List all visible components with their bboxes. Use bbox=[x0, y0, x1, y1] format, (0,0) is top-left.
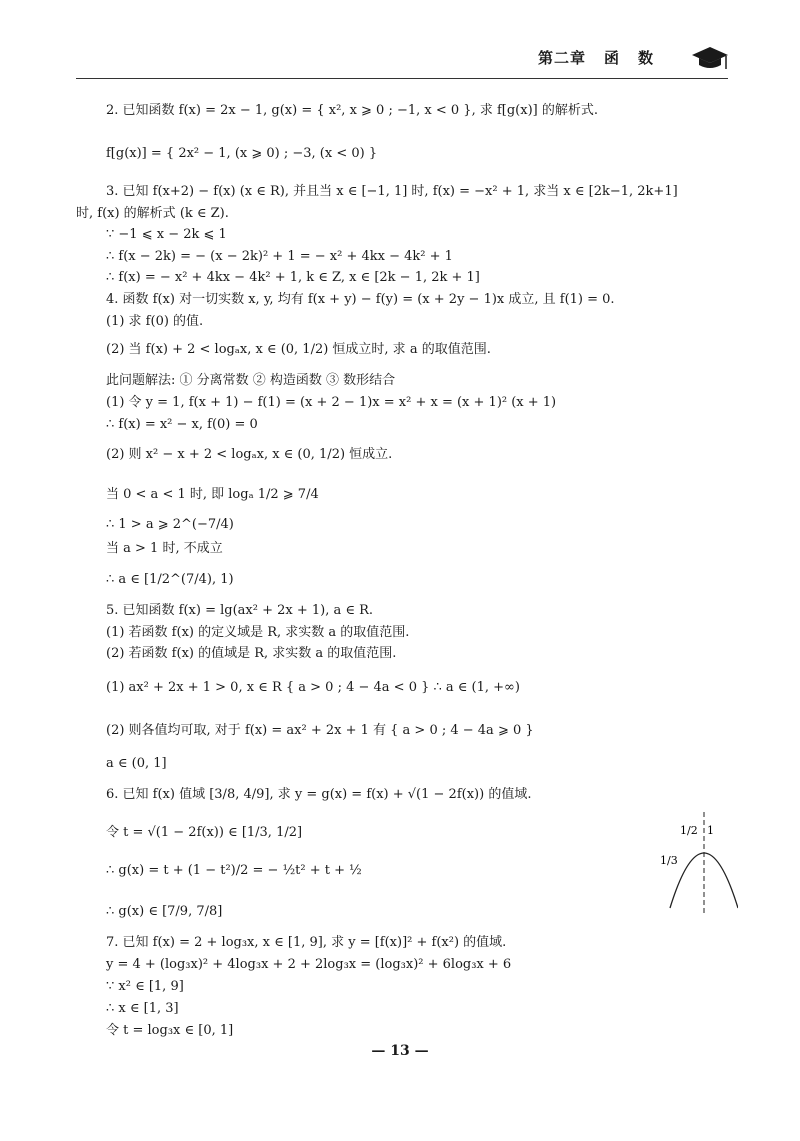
text-line-33: 令 t = log₃x ∈ [0, 1] bbox=[106, 1023, 234, 1038]
parabola-figure bbox=[658, 808, 738, 918]
problem-line-25: 6. 已知 f(x) 值域 [3/8, 4/9], 求 y = g(x) = f(x) + √(1 − 2f(x)) 的值域. bbox=[106, 787, 532, 802]
text-line-27: ∴ g(x) = t + (1 − t²)/2 = − ½t² + t + ½ bbox=[106, 863, 362, 878]
text-line-15: 当 0 < a < 1 时, 即 logₐ 1/2 ⩾ 7/4 bbox=[106, 487, 319, 502]
label-third: 1/3 bbox=[660, 854, 678, 867]
chapter-label: 第二章 bbox=[538, 49, 587, 67]
header-rule bbox=[76, 78, 728, 79]
text-line-30: y = 4 + (log₃x)² + 4log₃x + 2 + 2log₃x = (log₃x)² + 6log₃x + 6 bbox=[106, 957, 512, 972]
text-line-21: (2) 若函数 f(x) 的值域是 R, 求实数 a 的取值范围. bbox=[106, 646, 397, 661]
running-header bbox=[538, 41, 728, 75]
text-line-7: ∴ f(x) = − x² + 4kx − 4k² + 1, k ∈ Z, x ∈ [2k − 1, 2k + 1] bbox=[106, 270, 480, 285]
text-line-16: ∴ 1 > a ⩾ 2^(−7/4) bbox=[106, 517, 234, 532]
text-line-22: (1) ax² + 2x + 1 > 0, x ∈ R { a > 0 ; 4 − 4a < 0 } ∴ a ∈ (1, +∞) bbox=[106, 680, 520, 695]
text-line-4: 时, f(x) 的解析式 (k ∈ Z). bbox=[76, 206, 229, 221]
text-line-10: (2) 当 f(x) + 2 < logₐx, x ∈ (0, 1/2) 恒成立时, 求 a 的取值范围. bbox=[106, 342, 491, 357]
text-line-18: ∴ a ∈ [1/2^(7/4), 1) bbox=[106, 572, 234, 587]
label-half: 1/2 bbox=[680, 824, 698, 837]
text-line-6: ∴ f(x − 2k) = − (x − 2k)² + 1 = − x² + 4kx − 4k² + 1 bbox=[106, 249, 453, 264]
title-char-1: 函 bbox=[604, 49, 621, 67]
problem-line-8: 4. 函数 f(x) 对一切实数 x, y, 均有 f(x + y) − f(y) = (x + 2y − 1)x 成立, 且 f(1) = 0. bbox=[106, 292, 615, 307]
text-line-31: ∵ x² ∈ [1, 9] bbox=[106, 979, 184, 994]
problem-line-29: 7. 已知 f(x) = 2 + log₃x, x ∈ [1, 9], 求 y = [f(x)]² + f(x²) 的值域. bbox=[106, 935, 507, 950]
text-line-17: 当 a > 1 时, 不成立 bbox=[106, 541, 223, 556]
problem-line-3: 3. 已知 f(x+2) − f(x) (x ∈ R), 并且当 x ∈ [−1, 1] 时, f(x) = −x² + 1, 求当 x ∈ [2k−1, 2k+1] bbox=[106, 184, 678, 199]
title-char-2: 数 bbox=[638, 49, 655, 67]
problem-line-19: 5. 已知函数 f(x) = lg(ax² + 2x + 1), a ∈ R. bbox=[106, 603, 374, 618]
label-one: 1 bbox=[707, 824, 714, 837]
text-line-26: 令 t = √(1 − 2f(x)) ∈ [1/3, 1/2] bbox=[106, 825, 303, 840]
text-line-32: ∴ x ∈ [1, 3] bbox=[106, 1001, 179, 1016]
text-line-5: ∵ −1 ⩽ x − 2k ⩽ 1 bbox=[106, 227, 227, 242]
page-number: — 13 — bbox=[371, 1043, 429, 1059]
text-line-14: (2) 则 x² − x + 2 < logₐx, x ∈ (0, 1/2) 恒成立. bbox=[106, 447, 393, 462]
text-line-11: 此问题解法: ① 分离常数 ② 构造函数 ③ 数形结合 bbox=[106, 373, 396, 388]
text-line-9: (1) 求 f(0) 的值. bbox=[106, 314, 204, 329]
text-line-2: f[g(x)] = { 2x² − 1, (x ⩾ 0) ; −3, (x < 0) } bbox=[106, 146, 378, 161]
text-line-13: ∴ f(x) = x² − x, f(0) = 0 bbox=[106, 417, 258, 432]
chapter-title bbox=[538, 47, 672, 68]
problem-line-1: 2. 已知函数 f(x) = 2x − 1, g(x) = { x², x ⩾ 0 ; −1, x < 0 }, 求 f[g(x)] 的解析式. bbox=[106, 103, 598, 118]
text-line-12: (1) 令 y = 1, f(x + 1) − f(1) = (x + 2 − 1)x = x² + x = (x + 1)² (x + 1) bbox=[106, 395, 557, 410]
text-line-20: (1) 若函数 f(x) 的定义域是 R, 求实数 a 的取值范围. bbox=[106, 625, 410, 640]
text-line-23: (2) 则各值均可取, 对于 f(x) = ax² + 2x + 1 有 { a > 0 ; 4 − 4a ⩾ 0 } bbox=[106, 723, 534, 738]
text-line-24: a ∈ (0, 1] bbox=[106, 756, 167, 771]
text-line-28: ∴ g(x) ∈ [7/9, 7/8] bbox=[106, 904, 223, 919]
graduation-cap-icon bbox=[690, 41, 730, 75]
